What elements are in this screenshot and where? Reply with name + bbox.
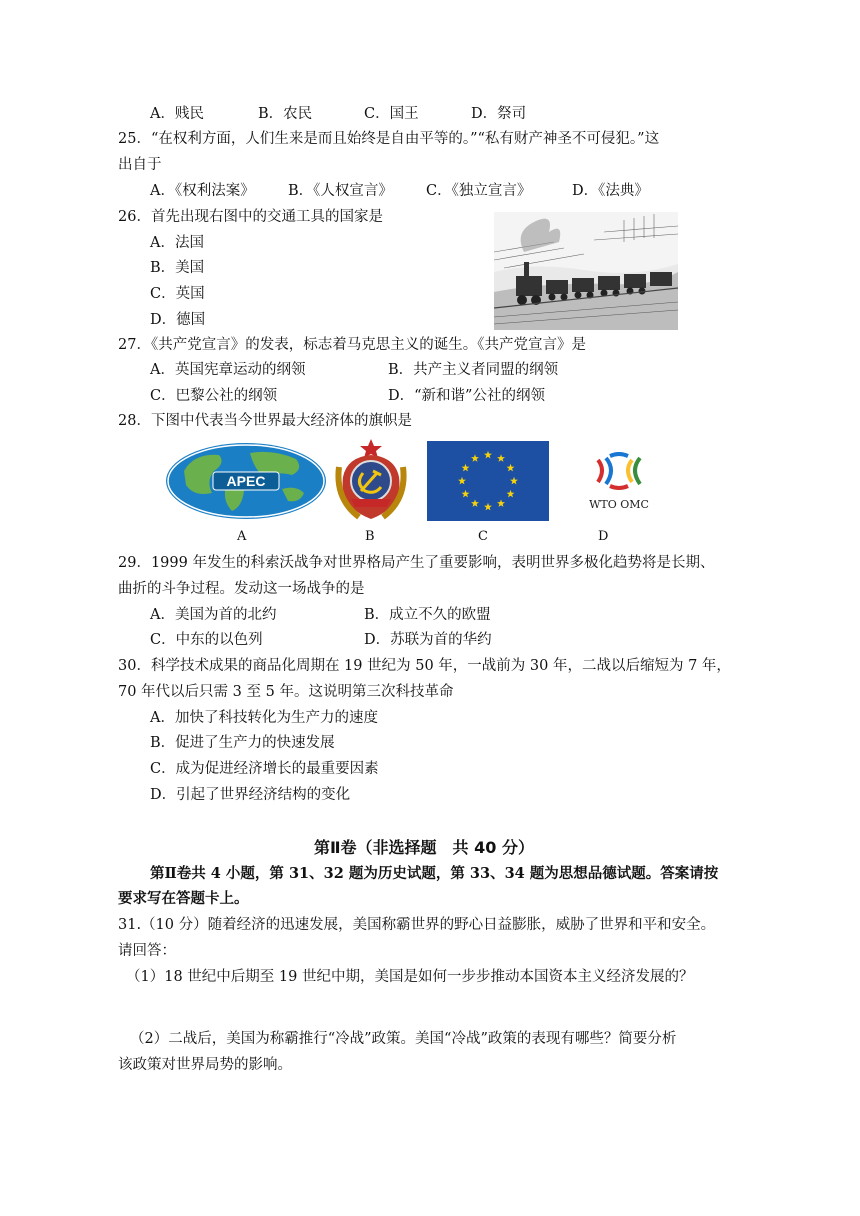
q30-option-b: B．促进了生产力的快速发展 <box>150 735 335 751</box>
q29-option-d: D．苏联为首的华约 <box>364 632 492 648</box>
q31-subquestion-1: （1）18 世纪中后期至 19 世纪中期，美国是如何一步步推动本国资本主义经济发展的？ <box>126 969 694 985</box>
q26-stem: 26．首先出现右图中的交通工具的国家是 <box>118 209 383 225</box>
q29-option-a: A．美国为首的北约 <box>150 607 277 623</box>
q29-stem-line2: 曲折的斗争过程。发动这一场战争的是 <box>118 581 365 597</box>
q26-option-d: D．德国 <box>150 312 206 328</box>
q27-option-b: B．共产主义者同盟的纲领 <box>388 362 559 378</box>
wto-logo-text: WTO OMC <box>589 498 649 511</box>
q30-stem-line1: 30．科学技术成果的商品化周期在 19 世纪为 50 年，一战前为 30 年，二战以后缩短为 7 年， <box>118 658 731 674</box>
q30-option-d: D．引起了世界经济结构的变化 <box>150 787 351 803</box>
part2-note-line2: 要求写在答题卡上。 <box>118 890 249 907</box>
q27-option-a: A．英国宪章运动的纲领 <box>150 362 306 378</box>
q25-option-d: D．《法典》 <box>572 183 649 199</box>
part2-title: 第Ⅱ卷（非选择题 共 40 分） <box>314 838 534 857</box>
q28-caption-a: A <box>237 529 247 544</box>
q31-stem-line1: 31.（10 分）随着经济的迅速发展，美国称霸世界的野心日益膨胀，威胁了世界和平和安全。 <box>118 917 716 933</box>
q29-stem-line1: 29．1999 年发生的科索沃战争对世界格局产生了重要影响，表明世界多极化趋势将是长期、 <box>118 555 715 571</box>
q28-caption-b: B <box>365 529 375 544</box>
q27-option-c: C．巴黎公社的纲领 <box>150 388 278 404</box>
q31-subquestion-2-line1: （2）二战后，美国为称霸推行“冷战”政策。美国“冷战”政策的表现有哪些？简要分析 <box>130 1031 677 1047</box>
q28-caption-d: D <box>598 529 609 544</box>
q29-option-b: B．成立不久的欧盟 <box>364 607 491 623</box>
q25-option-c: C．《独立宣言》 <box>426 183 532 199</box>
q28-caption-c: C <box>478 529 488 544</box>
wto-logo-icon <box>584 452 654 514</box>
q24-option-a: A．贱民 <box>150 106 204 122</box>
q30-option-a: A．加快了科技转化为生产力的速度 <box>150 710 378 726</box>
q31-stem-line2: 请回答： <box>118 943 176 959</box>
q31-subquestion-2-line2: 该政策对世界局势的影响。 <box>118 1057 292 1073</box>
eu-flag-icon <box>427 441 549 521</box>
q26-option-c: C．英国 <box>150 286 205 302</box>
q30-option-c: C．成为促进经济增长的最重要因素 <box>150 761 379 777</box>
q25-option-a: A．《权利法案》 <box>150 183 255 199</box>
q26-option-a: A．法国 <box>150 235 204 251</box>
steam-train-illustration <box>494 212 678 330</box>
soviet-emblem-icon <box>333 437 409 521</box>
q24-option-d: D．祭司 <box>471 106 527 122</box>
q25-stem-line1: 25．“在权利方面，人们生来是而且始终是自由平等的。”“私有财产神圣不可侵犯。”这 <box>118 131 660 147</box>
part2-note-line1: 第Ⅱ卷共 4 小题，第 31、32 题为历史试题，第 33、34 题为思想品德试题。答案请按 <box>150 865 719 882</box>
apec-logo-text: APEC <box>226 473 266 489</box>
q30-stem-line2: 70 年代以后只需 3 至 5 年。这说明第三次科技革命 <box>118 684 454 700</box>
q29-option-c: C．中东的以色列 <box>150 632 263 648</box>
q27-option-d: D．“新和谐”公社的纲领 <box>388 388 545 404</box>
q28-stem: 28．下图中代表当今世界最大经济体的旗帜是 <box>118 413 412 429</box>
q26-option-b: B．美国 <box>150 260 205 276</box>
q24-option-c: C．国王 <box>364 106 419 122</box>
apec-logo-icon <box>164 441 328 521</box>
q24-option-b: B．农民 <box>258 106 313 122</box>
q25-stem-line2: 出自于 <box>118 157 162 173</box>
q25-option-b: B．《人权宣言》 <box>288 183 393 199</box>
q27-stem: 27．《共产党宣言》的发表，标志着马克思主义的诞生。《共产党宣言》是 <box>118 337 586 353</box>
